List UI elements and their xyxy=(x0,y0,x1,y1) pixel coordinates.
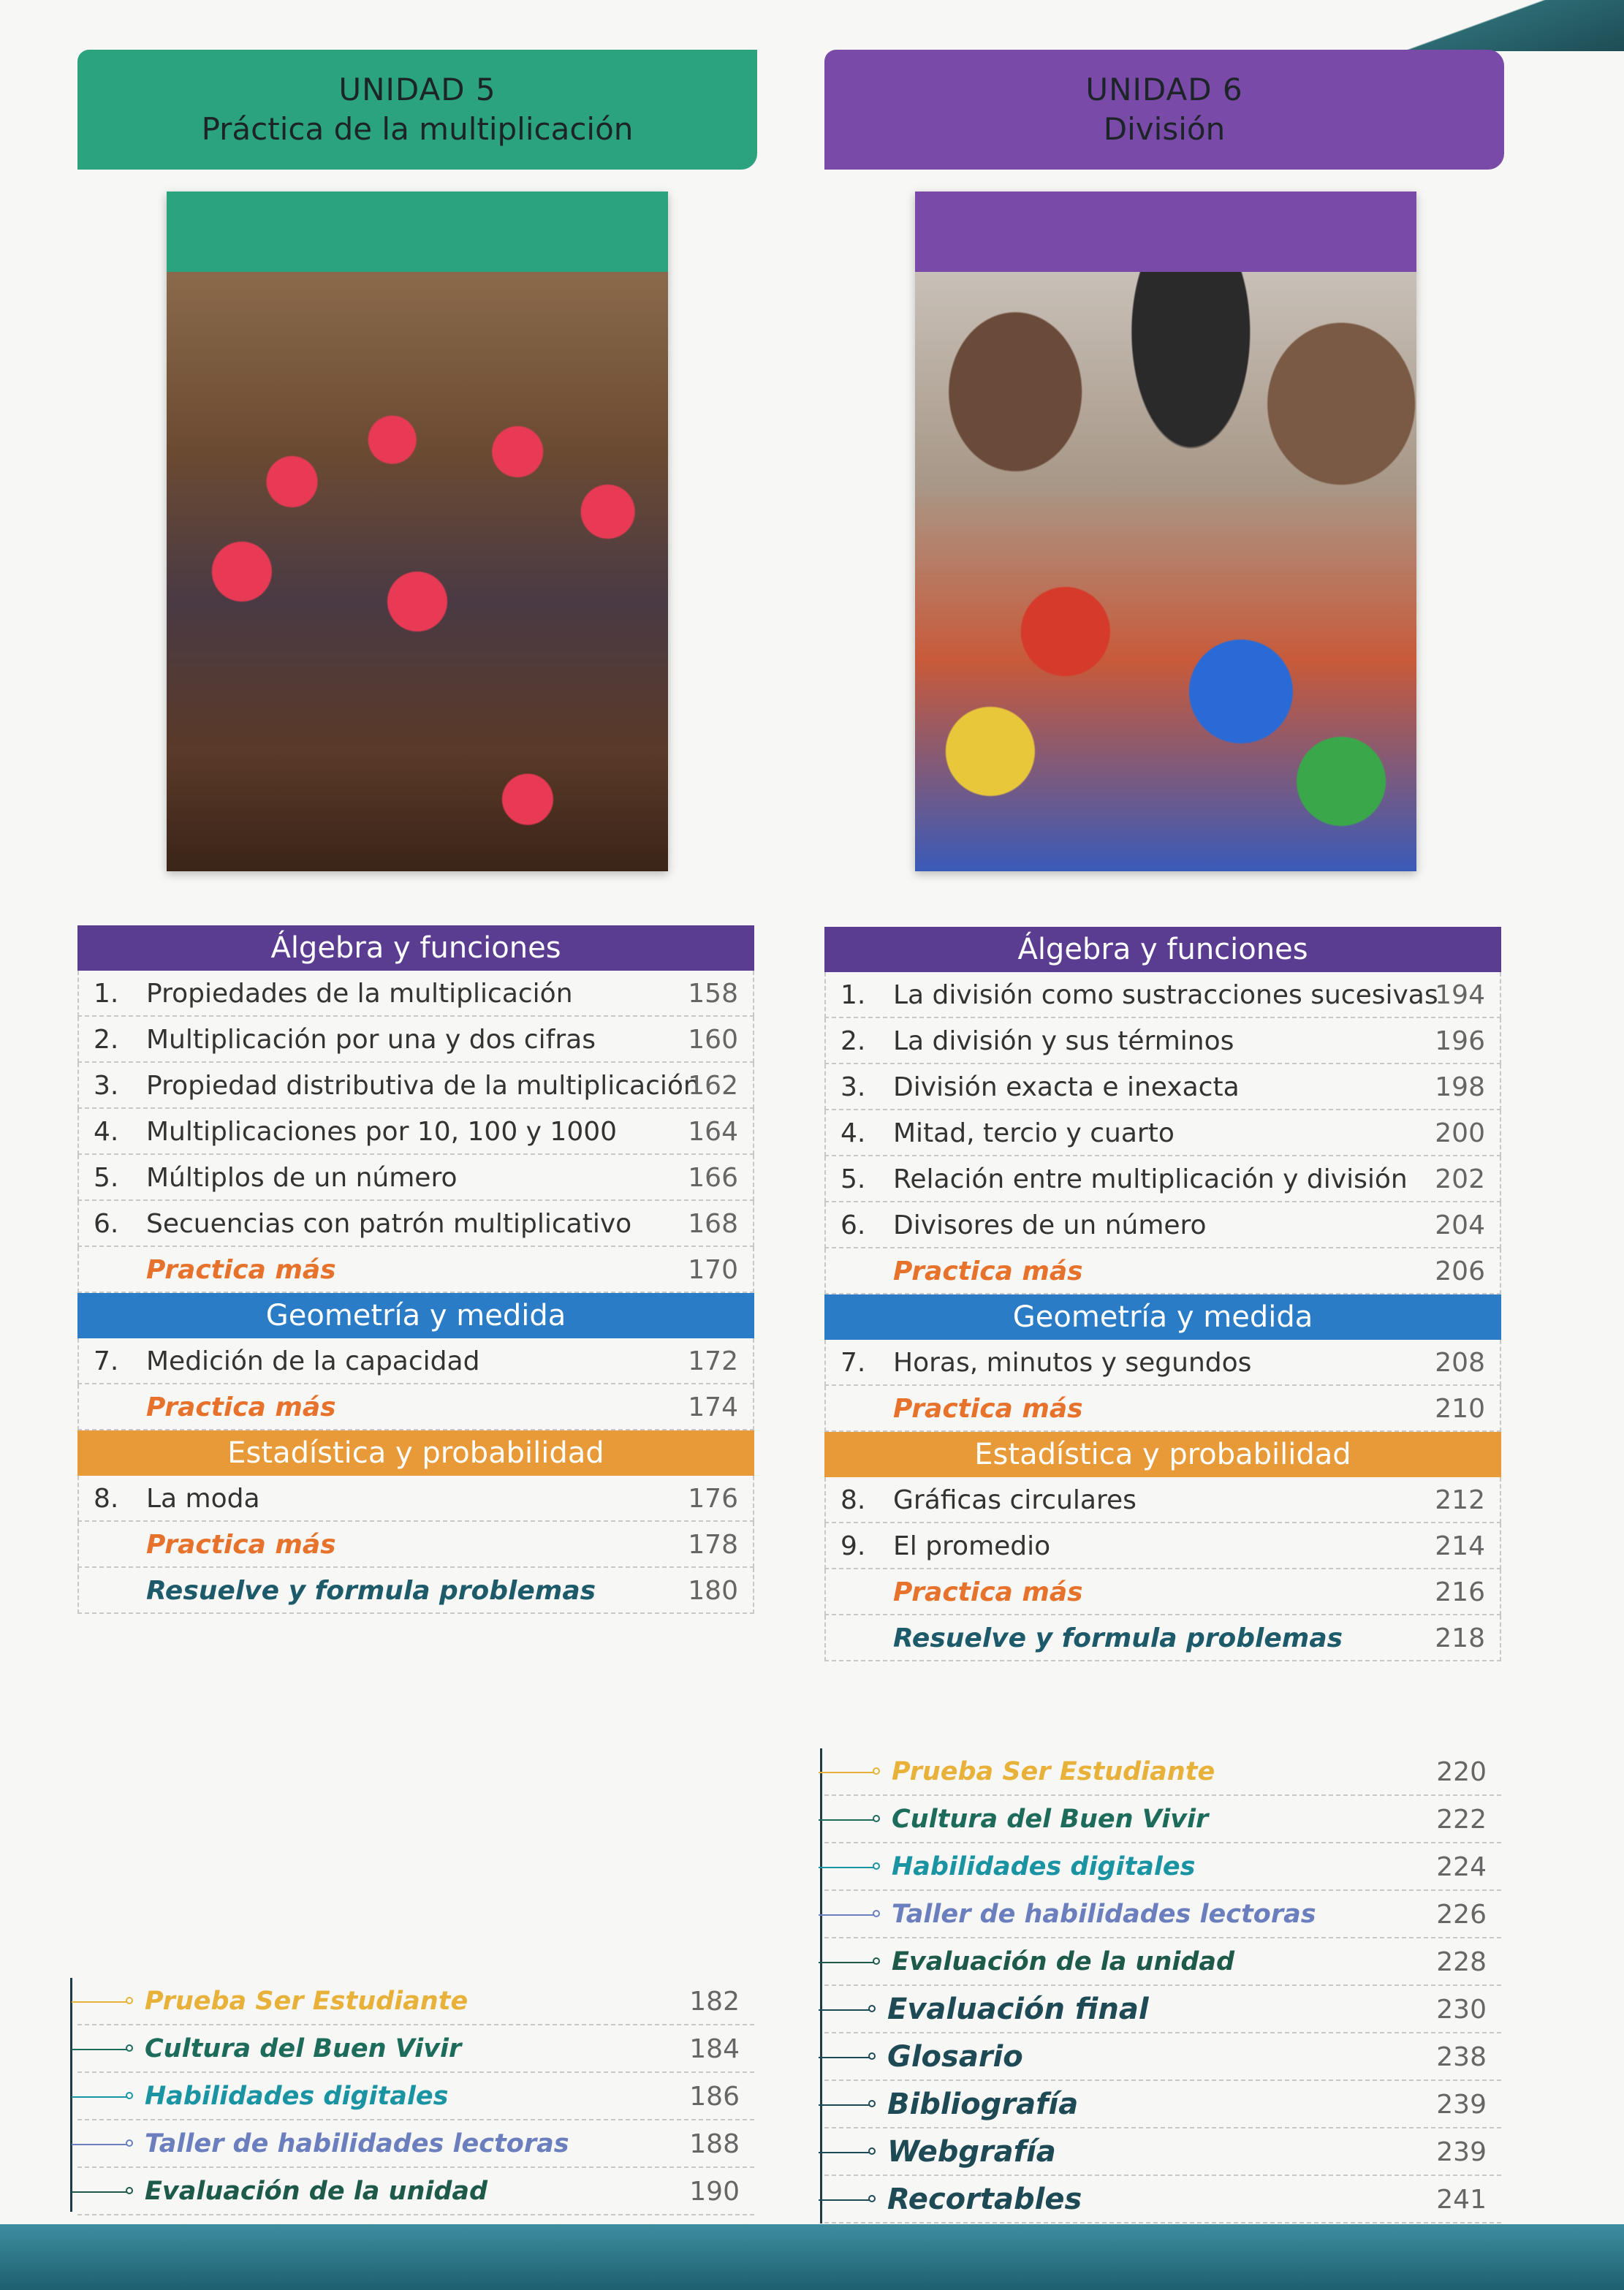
page-number: 239 xyxy=(1436,2090,1487,2120)
page-number: 184 xyxy=(689,2034,740,2064)
lesson-title: Múltiplos de un número xyxy=(146,1163,458,1193)
connector-line xyxy=(819,2104,870,2106)
lesson-number: 4. xyxy=(841,1118,866,1148)
connector-line xyxy=(819,2152,870,2153)
extra-label: Prueba Ser Estudiante xyxy=(145,1987,468,2016)
page-number: 210 xyxy=(1435,1394,1485,1424)
page-number: 166 xyxy=(688,1163,738,1193)
lesson-number: 5. xyxy=(841,1164,866,1194)
extra-row xyxy=(824,1843,1501,1891)
lesson-title: Practica más xyxy=(893,1577,1083,1607)
bullet-dot xyxy=(868,2052,876,2060)
lesson-title: Horas, minutos y segundos xyxy=(893,1348,1252,1378)
toc-row xyxy=(77,1155,754,1201)
toc-row xyxy=(824,1064,1501,1110)
lesson-number: 5. xyxy=(94,1163,119,1193)
unit5-photo xyxy=(167,192,668,871)
bullet-dot xyxy=(868,2005,876,2012)
extra-label: Taller de habilidades lectoras xyxy=(145,2129,569,2158)
page-number: 160 xyxy=(688,1025,738,1055)
lesson-number: 7. xyxy=(841,1348,866,1378)
bottom-band xyxy=(0,2224,1624,2290)
connector-line xyxy=(819,1914,874,1916)
connector-line xyxy=(819,1819,874,1821)
unit5-number: UNIDAD 5 xyxy=(338,72,496,107)
connector-line xyxy=(819,2199,870,2201)
page-number: 176 xyxy=(688,1484,738,1514)
connector-line xyxy=(72,2191,127,2193)
section-header: Geometría y medida xyxy=(77,1293,754,1338)
lesson-title: Practica más xyxy=(146,1530,336,1560)
page-number: 220 xyxy=(1436,1757,1487,1787)
unit6-photo-band xyxy=(915,192,1416,272)
page-number: 170 xyxy=(688,1255,738,1285)
lesson-title: Relación entre multiplicación y división xyxy=(893,1164,1408,1194)
lesson-title: Multiplicaciones por 10, 100 y 1000 xyxy=(146,1117,618,1147)
extra-row xyxy=(824,1891,1501,1938)
lesson-number: 2. xyxy=(94,1025,119,1055)
lesson-title: La división como sustracciones sucesivas xyxy=(893,980,1438,1010)
page-number: 168 xyxy=(688,1209,738,1239)
page-number: 208 xyxy=(1435,1348,1485,1378)
toc-row xyxy=(77,1568,754,1614)
extra-row xyxy=(77,2168,754,2215)
page-number: 230 xyxy=(1436,1995,1487,2025)
page-number: 239 xyxy=(1436,2137,1487,2167)
unit5-contents xyxy=(77,925,754,1614)
lesson-number: 3. xyxy=(841,1072,866,1102)
extra-label: Evaluación final xyxy=(887,1993,1149,2026)
page-number: 180 xyxy=(688,1576,738,1606)
extra-row xyxy=(824,2176,1501,2223)
unit6-header xyxy=(824,50,1504,170)
page-number: 216 xyxy=(1435,1577,1485,1607)
toc-row xyxy=(824,1523,1501,1569)
extra-label: Habilidades digitales xyxy=(892,1852,1196,1881)
toc-row xyxy=(824,1110,1501,1156)
lesson-number: 1. xyxy=(94,979,119,1009)
extra-label: Cultura del Buen Vivir xyxy=(892,1805,1209,1834)
section-header: Geometría y medida xyxy=(824,1294,1501,1340)
page-number: 178 xyxy=(688,1530,738,1560)
page-number: 188 xyxy=(689,2129,740,2159)
lesson-title: Resuelve y formula problemas xyxy=(146,1576,596,1606)
unit6-number: UNIDAD 6 xyxy=(1085,72,1243,107)
extra-label: Bibliografía xyxy=(887,2088,1079,2121)
bullet-dot xyxy=(126,2139,133,2147)
bullet-dot xyxy=(873,1815,880,1822)
extra-row xyxy=(824,1938,1501,1986)
lesson-title: Resuelve y formula problemas xyxy=(893,1623,1343,1653)
unit6-title: División xyxy=(1103,111,1226,147)
lesson-title: Secuencias con patrón multiplicativo xyxy=(146,1209,632,1239)
extra-row xyxy=(77,2120,754,2168)
toc-row xyxy=(77,1338,754,1384)
lesson-number: 6. xyxy=(841,1210,866,1240)
lesson-number: 9. xyxy=(841,1531,866,1561)
lesson-title: Divisores de un número xyxy=(893,1210,1207,1240)
connector-line xyxy=(72,2096,127,2098)
page-number: 190 xyxy=(689,2177,740,2207)
toc-row xyxy=(77,1384,754,1430)
page-number: 204 xyxy=(1435,1210,1485,1240)
unit5-title: Práctica de la multiplicación xyxy=(201,111,634,147)
section-header: Álgebra y funciones xyxy=(77,925,754,971)
lesson-title: Mitad, tercio y cuarto xyxy=(893,1118,1175,1148)
page-number: 194 xyxy=(1435,980,1485,1010)
bullet-dot xyxy=(873,1767,880,1775)
extra-row xyxy=(77,2025,754,2073)
page-number: 206 xyxy=(1435,1256,1485,1286)
section-header: Estadística y probabilidad xyxy=(77,1430,754,1476)
lesson-title: Practica más xyxy=(146,1255,336,1285)
toc-row xyxy=(77,1201,754,1247)
extra-row xyxy=(824,2128,1501,2176)
bullet-dot xyxy=(873,1862,880,1870)
lesson-number: 8. xyxy=(94,1484,119,1514)
toc-row xyxy=(824,1386,1501,1432)
lesson-number: 3. xyxy=(94,1071,119,1101)
toc-row xyxy=(77,1476,754,1522)
toc-row xyxy=(77,1063,754,1109)
page-number: 164 xyxy=(688,1117,738,1147)
toc-row xyxy=(77,1109,754,1155)
corner-decoration xyxy=(1361,0,1624,51)
section-header: Estadística y probabilidad xyxy=(824,1432,1501,1477)
connector-line xyxy=(819,1867,874,1868)
toc-row xyxy=(824,1156,1501,1202)
lesson-title: Multiplicación por una y dos cifras xyxy=(146,1025,596,1055)
page-number: 228 xyxy=(1436,1947,1487,1977)
extra-row xyxy=(824,1986,1501,2033)
page-number: 182 xyxy=(689,1987,740,2017)
bullet-dot xyxy=(868,2195,876,2202)
bullet-dot xyxy=(126,2187,133,2194)
page-number: 158 xyxy=(688,979,738,1009)
toc-row xyxy=(824,1340,1501,1386)
lesson-title: El promedio xyxy=(893,1531,1051,1561)
extra-label: Taller de habilidades lectoras xyxy=(892,1900,1316,1929)
section-header: Álgebra y funciones xyxy=(824,927,1501,972)
lesson-number: 2. xyxy=(841,1026,866,1056)
connector-line xyxy=(819,1962,874,1963)
bullet-dot xyxy=(868,2100,876,2107)
page-number: 241 xyxy=(1436,2185,1487,2215)
extra-label: Prueba Ser Estudiante xyxy=(892,1757,1215,1786)
lesson-number: 8. xyxy=(841,1485,866,1515)
extra-label: Recortables xyxy=(887,2183,1082,2216)
lesson-title: Propiedad distributiva de la multiplicación xyxy=(146,1071,700,1101)
bullet-dot xyxy=(126,2092,133,2099)
page-number: 162 xyxy=(688,1071,738,1101)
connector-line xyxy=(72,2001,127,2003)
connector-line xyxy=(819,2009,870,2011)
lesson-title: Practica más xyxy=(893,1394,1083,1424)
extra-row xyxy=(824,1748,1501,1796)
page-number: 174 xyxy=(688,1392,738,1422)
bullet-dot xyxy=(868,2147,876,2155)
toc-row xyxy=(824,1569,1501,1615)
toc-row xyxy=(77,1247,754,1293)
lesson-title: La moda xyxy=(146,1484,260,1514)
toc-row xyxy=(77,1017,754,1063)
page-number: 224 xyxy=(1436,1852,1487,1882)
extra-row xyxy=(824,2081,1501,2128)
toc-row xyxy=(824,1615,1501,1661)
connector-line xyxy=(819,2057,870,2058)
page-number: 172 xyxy=(688,1346,738,1376)
toc-row xyxy=(824,1248,1501,1294)
unit6-extras xyxy=(824,1748,1501,2223)
unit5-extras-bar xyxy=(70,1978,72,2212)
page-number: 212 xyxy=(1435,1485,1485,1515)
page-number: 214 xyxy=(1435,1531,1485,1561)
page-number: 198 xyxy=(1435,1072,1485,1102)
extra-row xyxy=(77,2073,754,2120)
unit5-header xyxy=(77,50,757,170)
lesson-title: Medición de la capacidad xyxy=(146,1346,480,1376)
extra-label: Cultura del Buen Vivir xyxy=(145,2034,462,2063)
page-number: 196 xyxy=(1435,1026,1485,1056)
bullet-dot xyxy=(873,1910,880,1917)
lesson-title: Gráficas circulares xyxy=(893,1485,1137,1515)
lesson-number: 6. xyxy=(94,1209,119,1239)
extra-label: Evaluación de la unidad xyxy=(145,2177,488,2206)
toc-row xyxy=(824,1477,1501,1523)
extra-label: Evaluación de la unidad xyxy=(892,1947,1235,1976)
extra-row xyxy=(77,1978,754,2025)
unit6-photo xyxy=(915,192,1416,871)
lesson-title: Practica más xyxy=(893,1256,1083,1286)
connector-line xyxy=(72,2144,127,2145)
toc-row xyxy=(77,971,754,1017)
cake-photo xyxy=(167,272,668,871)
page-number: 238 xyxy=(1436,2042,1487,2072)
page-number: 200 xyxy=(1435,1118,1485,1148)
unit5-photo-band xyxy=(167,192,668,272)
connector-line xyxy=(72,2049,127,2050)
lesson-title: La división y sus términos xyxy=(893,1026,1234,1056)
page-number: 226 xyxy=(1436,1900,1487,1930)
bullet-dot xyxy=(126,1997,133,2004)
page-number: 218 xyxy=(1435,1623,1485,1653)
page-number: 222 xyxy=(1436,1805,1487,1835)
lesson-number: 1. xyxy=(841,980,866,1010)
toc-row xyxy=(824,1202,1501,1248)
lesson-number: 7. xyxy=(94,1346,119,1376)
extra-label: Glosario xyxy=(887,2040,1023,2074)
bullet-dot xyxy=(126,2044,133,2052)
lesson-title: División exacta e inexacta xyxy=(893,1072,1240,1102)
toc-row xyxy=(824,1018,1501,1064)
extra-label: Habilidades digitales xyxy=(145,2082,449,2111)
connector-line xyxy=(819,1772,874,1773)
lesson-title: Propiedades de la multiplicación xyxy=(146,979,573,1009)
toc-row xyxy=(824,972,1501,1018)
unit6-contents xyxy=(824,927,1501,1661)
lesson-title: Practica más xyxy=(146,1392,336,1422)
page-number: 186 xyxy=(689,2082,740,2112)
extra-label: Webgrafía xyxy=(887,2135,1056,2169)
toc-row xyxy=(77,1522,754,1568)
lesson-number: 4. xyxy=(94,1117,119,1147)
extra-row xyxy=(824,1796,1501,1843)
bullet-dot xyxy=(873,1957,880,1965)
page-number: 202 xyxy=(1435,1164,1485,1194)
unit5-extras xyxy=(77,1978,754,2215)
extra-row xyxy=(824,2033,1501,2081)
children-photo xyxy=(915,272,1416,871)
